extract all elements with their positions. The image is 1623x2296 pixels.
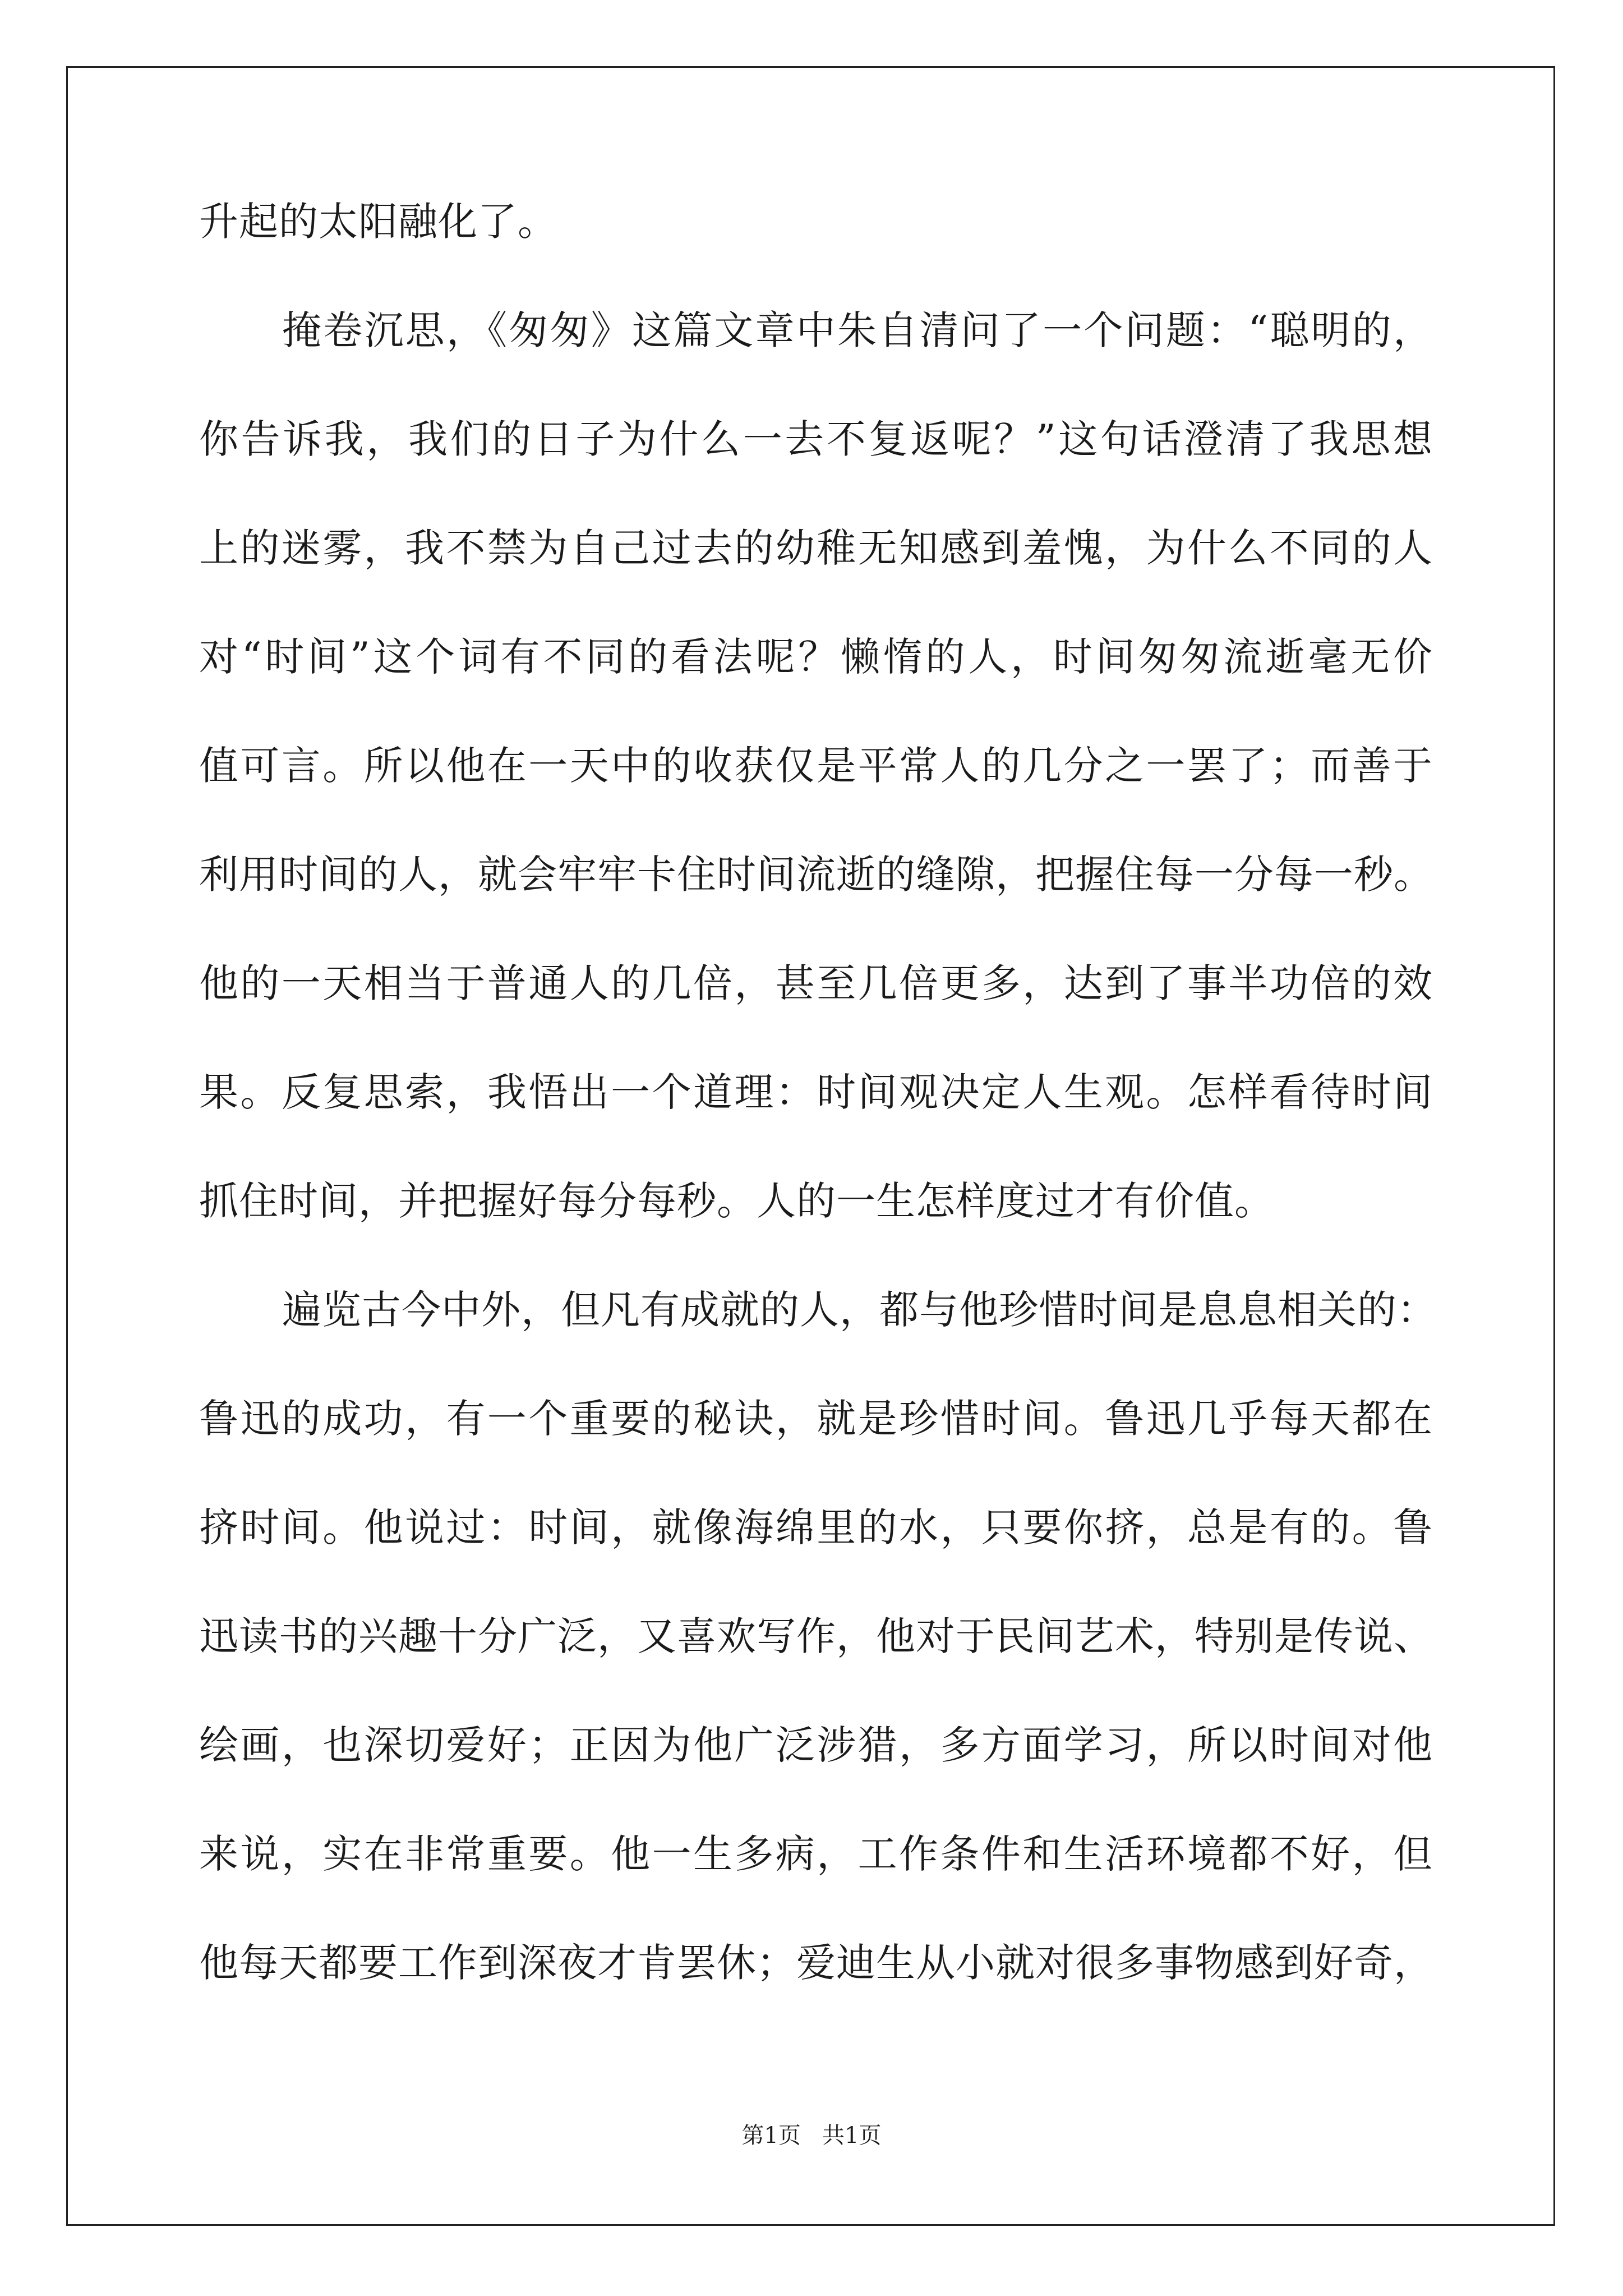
text-line: 遍览古今中外，但凡有成就的人，都与他珍惜时间是息息相关的： <box>282 1287 1437 1333</box>
text-line: 值可言。所以他在一天中的收获仅是平常人的几分之一罢了；而善于 <box>199 743 1433 789</box>
text-line: 他每天都要工作到深夜才肯罢休；爱迪生从小就对很多事物感到好奇， <box>199 1940 1433 1986</box>
text-line: 升起的太阳融化了。 <box>199 199 557 245</box>
text-line: 迅读书的兴趣十分广泛，又喜欢写作，他对于民间艺术，特别是传说、 <box>199 1613 1433 1659</box>
page-footer: 第1页 共1页 <box>741 2123 882 2148</box>
text-line: 果。反复思索，我悟出一个道理：时间观决定人生观。怎样看待时间 <box>199 1069 1433 1115</box>
text-line: 鲁迅的成功，有一个重要的秘诀，就是珍惜时间。鲁迅几乎每天都在 <box>199 1396 1433 1442</box>
text-line: 上的迷雾，我不禁为自己过去的幼稚无知感到羞愧，为什么不同的人 <box>199 525 1433 571</box>
text-line: 掩卷沉思，《匆匆》这篇文章中朱自清问了一个问题：“聪明的， <box>282 307 1433 353</box>
text-line: 绘画，也深切爱好；正因为他广泛涉猎，多方面学习，所以时间对他 <box>199 1722 1433 1768</box>
text-line: 来说，实在非常重要。他一生多病，工作条件和生活环境都不好，但 <box>199 1831 1433 1877</box>
text-line: 挤时间。他说过：时间，就像海绵里的水，只要你挤，总是有的。鲁 <box>199 1504 1433 1550</box>
text-line: 你告诉我，我们的日子为什么一去不复返呢？”这句话澄清了我思想 <box>199 416 1433 462</box>
text-line: 对“时间”这个词有不同的看法呢？懒惰的人，时间匆匆流逝毫无价 <box>199 634 1433 680</box>
text-line: 他的一天相当于普通人的几倍，甚至几倍更多，达到了事半功倍的效 <box>199 960 1433 1006</box>
text-line: 抓住时间，并把握好每分每秒。人的一生怎样度过才有价值。 <box>199 1178 1274 1224</box>
text-line: 利用时间的人，就会牢牢卡住时间流逝的缝隙，把握住每一分每一秒。 <box>199 852 1433 898</box>
document-body <box>199 199 1437 2052</box>
